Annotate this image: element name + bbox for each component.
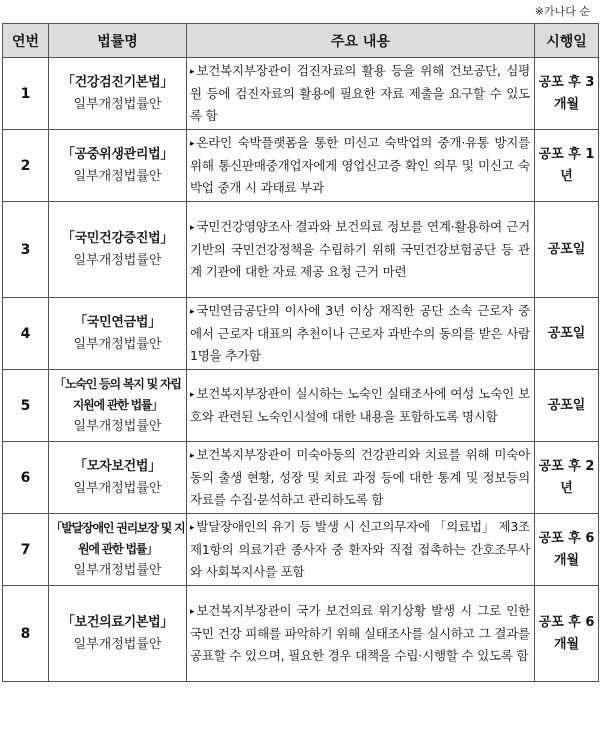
- content-text: 보건복지부장관이 검진자료의 활용 등을 위해 건보공단, 심평원 등에 검진자료의 활용에 필요한 자료 제출을 요구할 수 있도록 함: [190, 63, 530, 123]
- table-row: [3, 58, 599, 130]
- table-row: [3, 298, 599, 370]
- table-row: [3, 202, 599, 298]
- row-num: 7: [3, 514, 49, 586]
- table-row: [3, 130, 599, 202]
- law-cell: [49, 514, 187, 586]
- law-type: 일부개정법률안: [73, 636, 162, 652]
- effective-date: 공포일: [535, 370, 599, 442]
- law-name: 「보건의료기본법」: [61, 614, 174, 630]
- content-text: 국민건강영양조사 결과와 보건의료 정보를 연계·활용하여 근거 기반의 국민건강정책을 수립하기 위해 국민건강보험공단 등 관계 기관에 대한 자료 제공 요청 근거 마련: [190, 219, 530, 279]
- effective-date: 공포일: [535, 202, 599, 298]
- content-text: 온라인 숙박플랫폼을 통한 미신고 숙박업의 중개·유통 방지를 위해 통신판매중개업자에게 영업신고증 확인 의무 및 미신고 숙박업 중개 시 과태료 부과: [190, 135, 530, 195]
- law-cell: [49, 370, 187, 442]
- header-num: 연번: [3, 24, 49, 58]
- header-content: 주요 내용: [187, 24, 535, 58]
- table-row: [3, 442, 599, 514]
- effective-date: 공포 후 2년: [535, 442, 599, 514]
- content-cell: [187, 298, 535, 370]
- law-type: 일부개정법률안: [73, 168, 162, 184]
- row-num: 2: [3, 130, 49, 202]
- content-cell: [187, 370, 535, 442]
- content-cell: [187, 130, 535, 202]
- law-type: 일부개정법률안: [73, 336, 162, 352]
- effective-date: 공포 후 3개월: [535, 58, 599, 130]
- law-name: 「국민연금법」: [74, 314, 161, 330]
- sort-order-note: ※가나다 순: [534, 5, 590, 18]
- table-row: [3, 514, 599, 586]
- header-law: 법률명: [49, 24, 187, 58]
- table-row: [3, 370, 599, 442]
- bullet-icon: ▸: [190, 139, 195, 149]
- effective-date: 공포일: [535, 298, 599, 370]
- row-num: 6: [3, 442, 49, 514]
- content-cell: [187, 58, 535, 130]
- effective-date: 공포 후 1년: [535, 130, 599, 202]
- content-text: 보건복지부장관이 실시하는 노숙인 실태조사에 여성 노숙인 보호와 관련된 노숙인시설에 대한 내용을 포함하도록 명시함: [190, 386, 530, 424]
- law-type: 일부개정법률안: [73, 96, 162, 112]
- row-num: 8: [3, 586, 49, 682]
- law-type: 일부개정법률안: [73, 418, 162, 434]
- effective-date: 공포 후 6개월: [535, 514, 599, 586]
- row-num: 4: [3, 298, 49, 370]
- law-amendments-table: [2, 23, 599, 682]
- law-name: 「국민건강증진법」: [61, 230, 174, 246]
- effective-date: 공포 후 6개월: [535, 586, 599, 682]
- table-row: [3, 586, 599, 682]
- law-cell: [49, 202, 187, 298]
- law-type: 일부개정법률안: [73, 562, 162, 578]
- law-type: 일부개정법률안: [73, 252, 162, 268]
- law-cell: [49, 298, 187, 370]
- content-cell: [187, 586, 535, 682]
- content-cell: [187, 514, 535, 586]
- content-text: 국민연금공단의 이사에 3년 이상 재직한 공단 소속 근로자 중에서 근로자 대표의 추천이나 근로자 과반수의 동의를 받은 사람 1명을 추가함: [190, 303, 530, 363]
- content-text: 보건복지부장관이 미숙아동의 건강관리와 치료를 위해 미숙아동의 출생 현황, 성장 및 치료 과정 등에 대한 통계 및 정보등의 자료를 수집·분석하고 관리하도록 함: [190, 447, 530, 507]
- table-header-row: [3, 24, 599, 58]
- law-cell: [49, 58, 187, 130]
- header-date: 시행일: [535, 24, 599, 58]
- law-name: 「발달장애인 권리보장 및 지원에 관한 법률」: [50, 520, 185, 556]
- law-cell: [49, 586, 187, 682]
- law-name: 「노숙인 등의 복지 및 자립지원에 관한 법률」: [54, 376, 181, 412]
- law-name: 「모자보건법」: [74, 458, 161, 474]
- bullet-icon: ▸: [190, 67, 195, 77]
- bullet-icon: ▸: [190, 307, 195, 317]
- content-cell: [187, 202, 535, 298]
- bullet-icon: ▸: [190, 523, 195, 533]
- bullet-icon: ▸: [190, 451, 195, 461]
- content-cell: [187, 442, 535, 514]
- content-text: 보건복지부장관이 국가 보건의료 위기상황 발생 시 그로 인한 국민 건강 피해를 파악하기 위해 실태조사를 실시하고 그 결과를 공표할 수 있으며, 필요한 경우 대책을 수립·시행할 수 있도록 함: [190, 603, 530, 663]
- law-cell: [49, 442, 187, 514]
- law-name: 「공중위생관리법」: [61, 146, 174, 162]
- law-cell: [49, 130, 187, 202]
- row-num: 1: [3, 58, 49, 130]
- bullet-icon: ▸: [190, 607, 195, 617]
- bullet-icon: ▸: [190, 223, 195, 233]
- law-name: 「건강검진기본법」: [61, 74, 174, 90]
- row-num: 5: [3, 370, 49, 442]
- row-num: 3: [3, 202, 49, 298]
- bullet-icon: ▸: [190, 390, 195, 400]
- content-text: 발달장애인의 유기 등 발생 시 신고의무자에 「의료법」 제3조 제1항의 의료기관 종사자 중 환자와 직접 접촉하는 간호조무사와 사회복지사를 포함: [190, 519, 530, 579]
- law-type: 일부개정법률안: [73, 480, 162, 496]
